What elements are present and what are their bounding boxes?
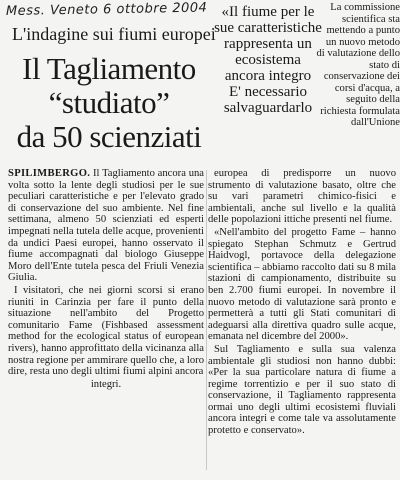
article-column-2	[208, 168, 396, 480]
headline-line-1: Il Tagliamento	[22, 51, 196, 86]
article-column-1	[8, 168, 204, 480]
column-2-paragraph-1: europea di predisporre un nuovo strumento di valutazione basato, oltre che su vari parametri chimico-fisici e ambientali, anche sul livello e la qualità delle popolazioni ittiche presenti nel fiume.	[208, 168, 396, 226]
kicker: L'indagine sui fiumi europei	[12, 24, 216, 44]
pull-quote	[214, 4, 322, 154]
side-intro-text: La commissione scientifica sta mettendo a punto un nuovo metodo di valutazione dello stato di conservazione dei corsi d'acqua, a seguito della richiesta formulata dall'Unione	[316, 2, 400, 128]
column-1-paragraph-2: I visitatori, che nei giorni scorsi si erano riuniti in Carinzia per fare il punto della situazione nell'ambito del Progetto comunitario Fame (Fishbased assessment method for the ecological status of european rivers), hanno approfittato della vicinanza alla nostra regione per ammirare quello che, a loro dire, resta uno degli ultimi fiumi alpini ancora	[8, 284, 204, 378]
column-1-paragraph-1-text: Il Tagliamento ancora una volta sotto la lente degli studiosi per le sue peculiari caratteristiche e per l'elevato grado di conservazione del suo ambiente. Nel fine settimana, almeno 50 scienziati ed esperti impegnati nella tutela delle acque, provenienti da undici Paesi europei, hanno osservato il fiume accompagnati dal biologo Giuseppe Moro dell'Ente tutela pesca del Friuli Venezia Giulia.	[8, 168, 204, 284]
handwritten-source-note: Mess. Veneto 6 ottobre 2004	[5, 0, 208, 20]
pull-quote-part-2: E' necessario salvaguardarlo	[223, 84, 313, 116]
column-2-paragraph-2: «Nell'ambito del progetto Fame – hanno spiegato Stephan Schmutz e Gertrud Haidvogl, portavoce della delegazione scientifica – abbiamo raccolto dati su 8 mila stazioni di campionamento, distribuite su ben 2.700 fiumi europei. In novembre il nuovo metodo di valutazione sarà pronto e permetterà a tutti gli Stati comunitari di adeguarsi alla direttiva quadro sulle acque, emanata nel dicembre del 2000».	[208, 226, 396, 343]
column-1-paragraph-1	[8, 168, 204, 284]
column-2-paragraph-3: Sul Tagliamento e sulla sua valenza ambientale gli studiosi non hanno dubbi: «Per la sua particolare natura di fiume a regime torrentizio e per il suo stato di conservazione, il Tagliamento rappresenta ormai uno degli ultimi ecosistemi fluviali ancora integri e come tale va assolutamente protetto e conservato».	[208, 343, 396, 437]
side-intro	[316, 2, 400, 164]
headline-line-3: da 50 scienziati	[16, 119, 202, 154]
headline-line-2: “studiato”	[48, 85, 170, 120]
headline	[4, 52, 214, 154]
dateline: SPILIMBERGO.	[8, 168, 91, 179]
column-divider	[206, 170, 207, 470]
pull-quote-part-1: «Il fiume per le sue caratteristiche rappresenta un ecosistema ancora integro	[214, 4, 322, 84]
column-1-paragraph-3: integri.	[90, 378, 122, 390]
